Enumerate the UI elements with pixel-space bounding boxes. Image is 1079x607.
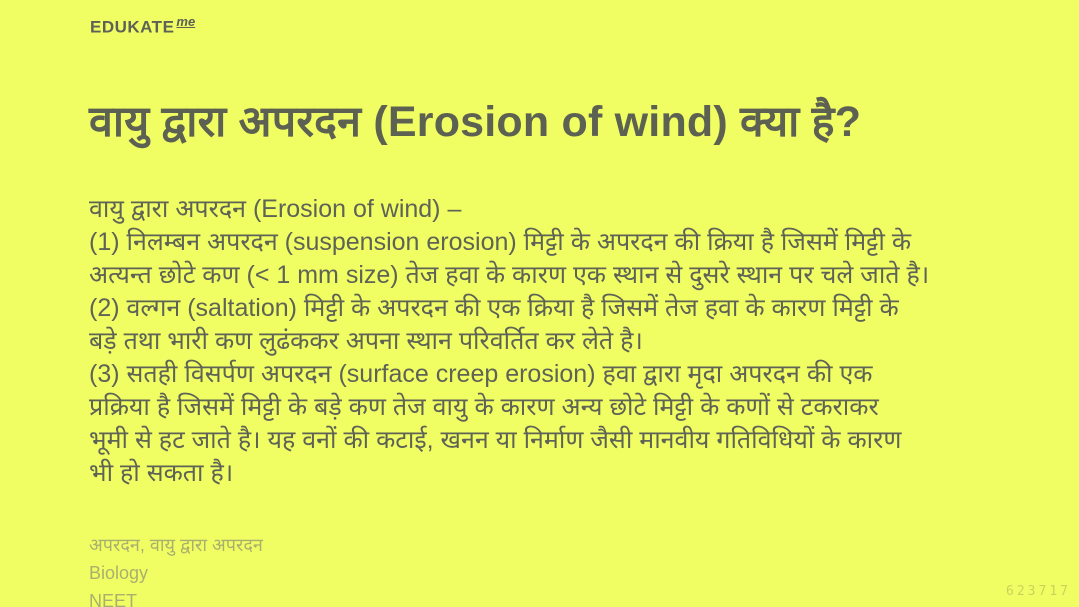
- body-line: प्रक्रिया है जिसमें मिट्टी के बड़े कण तेज वायु के कारण अन्य छोटे मिट्टी के कणों से टकराकर: [89, 393, 879, 421]
- article-body: [89, 193, 999, 490]
- body-line: भूमी से हट जाते है। यह वनों की कटाई, खनन या निर्माण जैसी मानवीय गतिविधियों के कारण: [89, 426, 902, 454]
- subject-line: Biology: [89, 563, 149, 583]
- watermark-number: 623717: [1006, 584, 1071, 599]
- body-line: (2) वल्गन (saltation) मिट्टी के अपरदन की एक क्रिया है जिसमें तेज हवा के कारण मिट्टी के: [89, 294, 899, 322]
- edukate-logo: [90, 14, 195, 38]
- logo-suffix: me: [176, 14, 196, 29]
- tags-line: अपरदन, वायु द्वारा अपरदन: [89, 535, 263, 555]
- body-line: वायु द्वारा अपरदन (Erosion of wind) –: [89, 195, 462, 223]
- article-meta: [89, 531, 263, 607]
- body-line: अत्यन्त छोटे कण (< 1 mm size) तेज हवा के कारण एक स्थान से दुसरे स्थान पर चले जाते है।: [89, 261, 930, 289]
- body-line: बड़े तथा भारी कण लुढंककर अपना स्थान परिवर्तित कर लेते है।: [89, 327, 643, 355]
- page-title: वायु द्वारा अपरदन (Erosion of wind) क्या है?: [89, 98, 862, 146]
- body-line: (3) सतही विसर्पण अपरदन (surface creep erosion) हवा द्वारा मृदा अपरदन की एक: [89, 360, 873, 388]
- logo-text: EDUKATE: [90, 17, 175, 37]
- body-line: (1) निलम्बन अपरदन (suspension erosion) मिट्टी के अपरदन की क्रिया है जिसमें मिट्टी के: [89, 228, 912, 256]
- exam-line: NEET: [89, 591, 138, 607]
- body-line: भी हो सकता है।: [89, 459, 234, 487]
